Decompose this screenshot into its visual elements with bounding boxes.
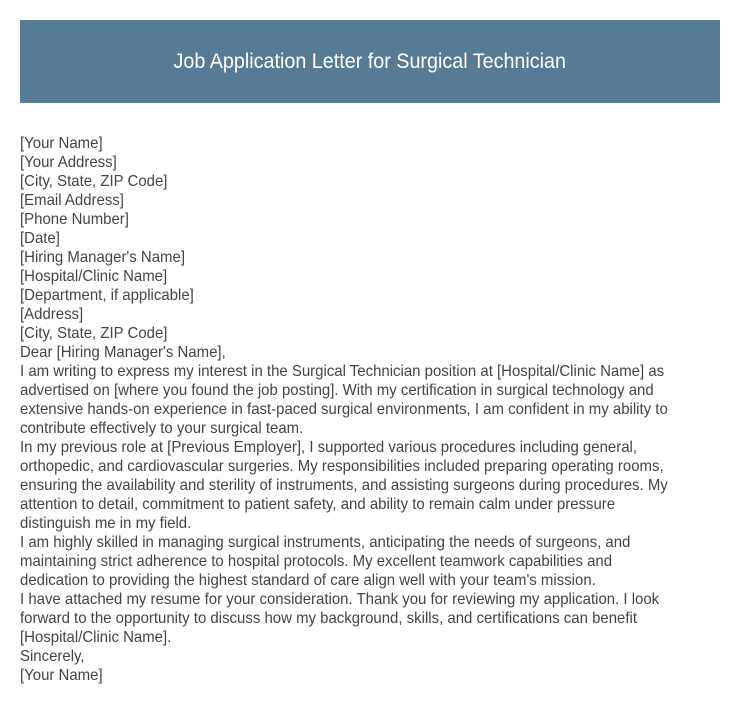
page-title: Job Application Letter for Surgical Technician [173, 49, 567, 73]
paragraph-line: I am highly skilled in managing surgical instruments, anticipating the needs of surgeons, and [20, 534, 631, 551]
recipient-department: [Department, if applicable] [20, 287, 194, 304]
paragraph-line: [Hospital/Clinic Name]. [20, 629, 172, 646]
paragraph-line: attention to detail, commitment to patient safety, and ability to remain calm under pressure [20, 496, 616, 513]
paragraph-line: forward to the opportunity to discuss how my background, skills, and certifications can benefit [20, 610, 637, 627]
letter-body [20, 134, 722, 685]
page-header [20, 20, 720, 103]
sender-phone: [Phone Number] [20, 211, 129, 228]
recipient-hospital-name: [Hospital/Clinic Name] [20, 268, 168, 285]
paragraph-skills [20, 533, 722, 590]
closing: Sincerely, [20, 648, 85, 665]
paragraph-line: extensive hands-on experience in fast-paced surgical environments, I am confident in my ability to [20, 401, 668, 418]
paragraph-line: maintaining strict adherence to hospital protocols. My excellent teamwork capabilities and [20, 553, 613, 570]
paragraph-line: I have attached my resume for your consideration. Thank you for reviewing my application. I look [20, 591, 660, 608]
paragraph-line: I am writing to express my interest in the Surgical Technician position at [Hospital/Clinic Name] as [20, 363, 665, 380]
paragraph-line: dedication to providing the highest standard of care align well with your team's mission. [20, 572, 596, 589]
recipient-block [20, 248, 722, 343]
letter-date: [Date] [20, 230, 60, 247]
paragraph-line: advertised on [where you found the job posting]. With my certification in surgical technology and [20, 382, 654, 399]
recipient-city-state-zip: [City, State, ZIP Code] [20, 325, 168, 342]
paragraph-line: distinguish me in my field. [20, 515, 192, 532]
paragraph-closing [20, 590, 722, 647]
signature: [Your Name] [20, 667, 103, 684]
paragraph-intro [20, 362, 722, 438]
paragraph-line: orthopedic, and cardiovascular surgeries. My responsibilities included preparing operating rooms, [20, 458, 664, 475]
sender-address: [Your Address] [20, 154, 117, 171]
sender-city-state-zip: [City, State, ZIP Code] [20, 173, 168, 190]
paragraph-experience [20, 438, 722, 533]
recipient-address: [Address] [20, 306, 84, 323]
sender-email: [Email Address] [20, 192, 124, 209]
paragraph-line: In my previous role at [Previous Employer], I supported various procedures including general, [20, 439, 637, 456]
recipient-manager-name: [Hiring Manager's Name] [20, 249, 185, 266]
sender-name: [Your Name] [20, 135, 103, 152]
paragraph-line: contribute effectively to your surgical team. [20, 420, 304, 437]
sender-block [20, 134, 722, 229]
salutation: Dear [Hiring Manager's Name], [20, 344, 226, 361]
paragraph-line: ensuring the availability and sterility of instruments, and assisting surgeons during procedures. My [20, 477, 668, 494]
